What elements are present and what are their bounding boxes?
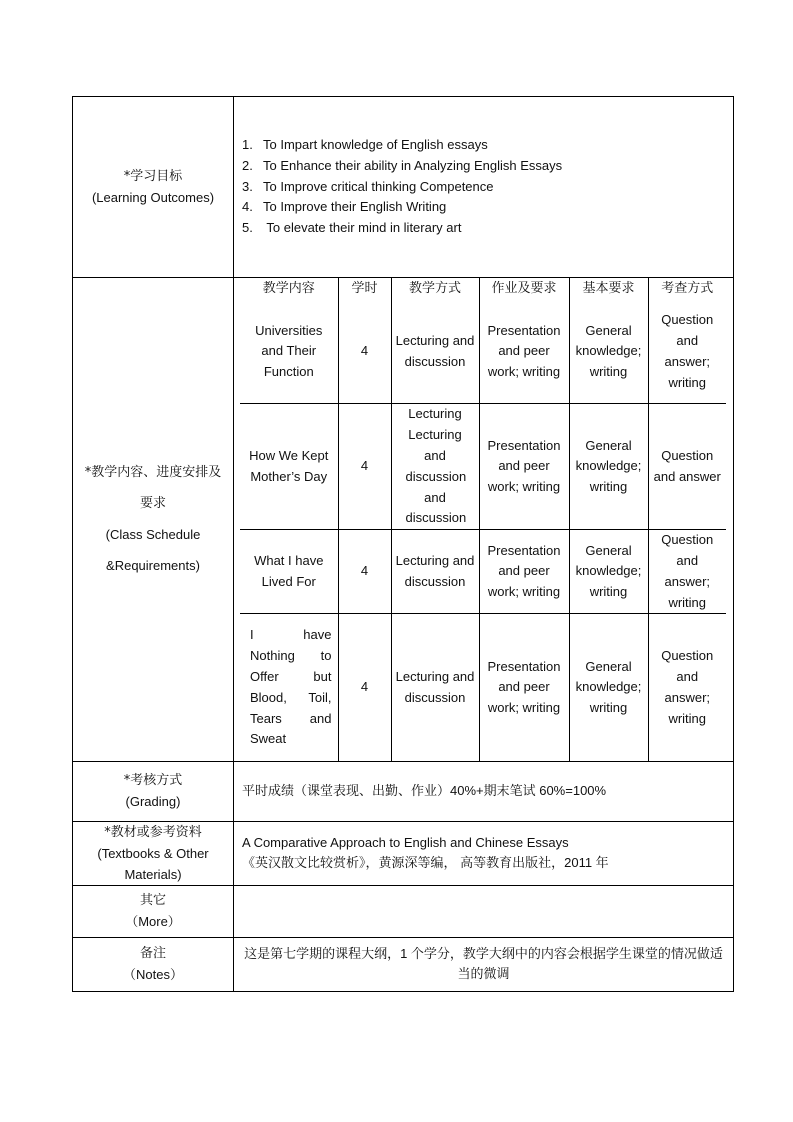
materials-label-en-2: Materials) — [124, 866, 182, 882]
more-label — [73, 885, 234, 937]
schedule-cell-hours: 4 — [338, 300, 391, 404]
learning-outcome-number: 4. — [242, 199, 253, 215]
materials-label-en-1: (Textbooks & Other — [97, 845, 209, 861]
notes-label — [73, 937, 234, 991]
materials-line-2: 《英汉散文比较赏析》，黄源深等编， 高等教育出版社，2011 年 — [242, 855, 609, 871]
schedule-cell-method: Lecturing and discussion — [391, 614, 479, 761]
learning-outcome-text: To Impart knowledge of English essays — [263, 137, 488, 152]
schedule-cell-method: Lecturing and discussion — [391, 530, 479, 614]
learning-outcome-item — [242, 197, 733, 218]
schedule-cell-hours: 4 — [338, 404, 391, 530]
schedule-cell-basic: General knowledge; writing — [569, 300, 648, 404]
schedule-label-en-2: &Requirements) — [106, 558, 200, 574]
learning-outcome-number: 2. — [242, 157, 253, 173]
schedule-header-cell: 基本要求 — [569, 278, 648, 300]
schedule-header-row — [240, 278, 726, 300]
learning-outcome-item — [242, 156, 733, 177]
schedule-cell-basic: General knowledge; writing — [569, 614, 648, 761]
schedule-label-cn-2: 要求 — [139, 496, 166, 512]
learning-outcomes-list — [234, 97, 733, 277]
schedule-cell-method: Lecturing Lecturing and discussion and discussion — [391, 404, 479, 530]
learning-outcome-text: To Enhance their ability in Analyzing English Essays — [263, 157, 563, 173]
schedule-row-item — [240, 300, 726, 404]
learning-outcome-item — [242, 135, 733, 156]
schedule-row-item — [240, 404, 726, 530]
notes-label-cn: 备注 — [139, 946, 166, 962]
schedule-cell-method: Lecturing and discussion — [391, 300, 479, 404]
more-row — [73, 885, 734, 937]
schedule-header-cell: 学时 — [338, 278, 391, 300]
more-label-en: （More） — [125, 914, 181, 930]
schedule-cell-content: What I have Lived For — [240, 530, 338, 614]
learning-outcomes-label-cn: *学习目标 — [123, 168, 183, 184]
grading-label — [73, 761, 234, 821]
notes-text: 这是第七学期的课程大纲，1 个学分，教学大纲中的内容会根据学生课堂的情况做适当的微调 — [234, 937, 734, 991]
schedule-row — [73, 277, 734, 761]
schedule-header-cell: 教学内容 — [240, 278, 338, 300]
learning-outcomes-content — [234, 97, 734, 278]
schedule-header-cell: 考查方式 — [648, 278, 726, 300]
schedule-cell-hours: 4 — [338, 530, 391, 614]
learning-outcomes-row — [73, 97, 734, 278]
schedule-cell-content: Universities and Their Function — [240, 300, 338, 404]
schedule-label-cn-1: *教学内容、进度安排及 — [84, 465, 222, 481]
schedule-cell-basic: General knowledge; writing — [569, 404, 648, 530]
schedule-cell-basic: General knowledge; writing — [569, 530, 648, 614]
materials-label-cn: *教材或参考资料 — [104, 824, 202, 840]
schedule-label-en-1: (Class Schedule — [105, 527, 201, 543]
learning-outcome-item — [242, 218, 733, 239]
learning-outcome-number: 5. — [242, 220, 253, 236]
schedule-row-item — [240, 614, 726, 761]
schedule-cell-content: How We Kept Mother’s Day — [240, 404, 338, 530]
learning-outcome-text: To Improve critical thinking Competence — [263, 178, 494, 194]
schedule-cell-content: I have Nothing to Offer but Blood, Toil, Tears and Sweat — [240, 614, 338, 761]
schedule-cell-homework: Presentation and peer work; writing — [479, 614, 569, 761]
notes-row — [73, 937, 734, 991]
schedule-header-cell: 作业及要求 — [479, 278, 569, 300]
grading-label-cn: *考核方式 — [123, 773, 183, 789]
grading-row — [73, 761, 734, 821]
schedule-cell-assessment: Question and answer — [648, 404, 726, 530]
schedule-cell-homework: Presentation and peer work; writing — [479, 300, 569, 404]
learning-outcome-number: 3. — [242, 178, 253, 194]
learning-outcome-number: 1. — [242, 137, 253, 152]
more-text — [234, 885, 734, 937]
schedule-cell-hours: 4 — [338, 614, 391, 761]
schedule-cell-homework: Presentation and peer work; writing — [479, 530, 569, 614]
schedule-table — [240, 278, 726, 761]
materials-label — [73, 821, 234, 885]
schedule-cell-homework: Presentation and peer work; writing — [479, 404, 569, 530]
grading-text: 平时成绩（课堂表现、出勤、作业）40%+期末笔试 60%=100% — [234, 761, 734, 821]
learning-outcome-text: To elevate their mind in literary art — [263, 220, 462, 236]
materials-row — [73, 821, 734, 885]
schedule-header-cell: 教学方式 — [391, 278, 479, 300]
learning-outcomes-label — [73, 97, 234, 278]
schedule-content — [234, 277, 734, 761]
schedule-cell-assessment: Question and answer; writing — [648, 614, 726, 761]
materials-line-1: A Comparative Approach to English and Chinese Essays — [242, 834, 569, 850]
grading-label-en: (Grading) — [125, 794, 181, 810]
notes-label-en: （Notes） — [123, 967, 183, 983]
schedule-cell-assessment: Question and answer; writing — [648, 530, 726, 614]
syllabus-table — [72, 96, 734, 992]
more-label-cn: 其它 — [139, 893, 166, 909]
materials-content — [234, 821, 734, 885]
learning-outcomes-label-en: (Learning Outcomes) — [91, 189, 215, 205]
schedule-cell-assessment: Question and answer; writing — [648, 300, 726, 404]
learning-outcome-text: To Improve their English Writing — [263, 199, 447, 215]
learning-outcome-item — [242, 177, 733, 198]
schedule-label — [73, 277, 234, 761]
schedule-row-item — [240, 530, 726, 614]
